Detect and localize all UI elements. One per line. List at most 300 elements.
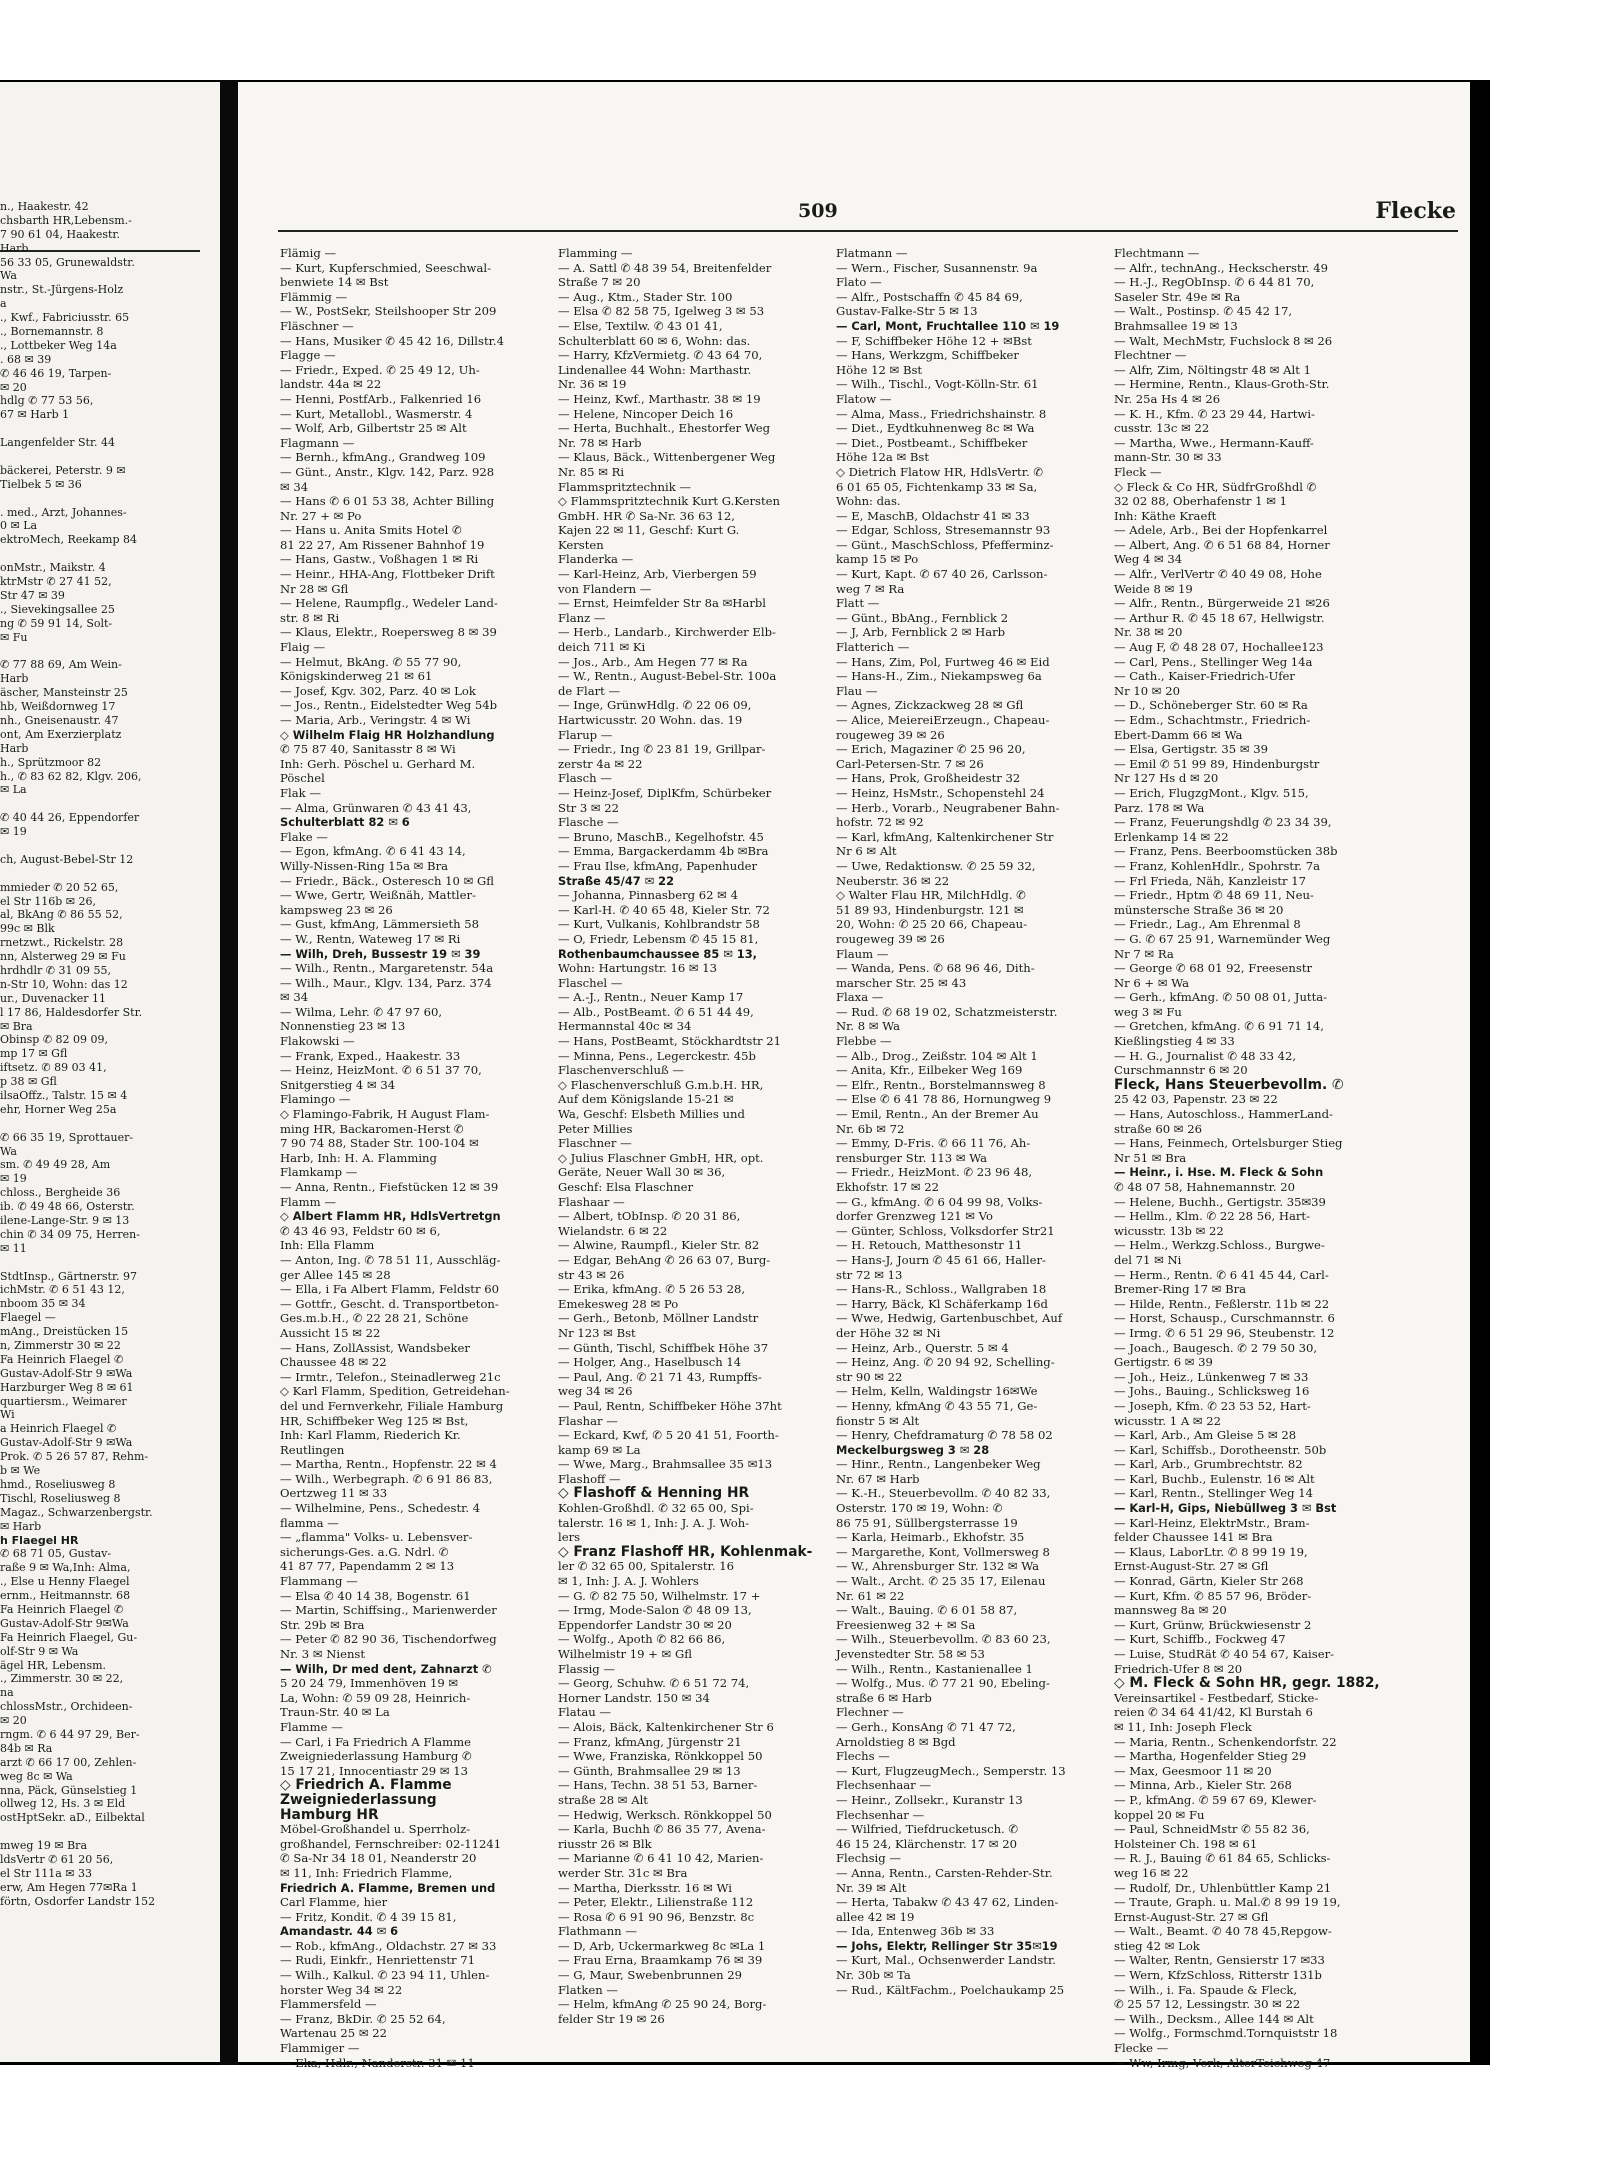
left-page-text [0,200,220,1909]
directory-entry-line: äscher, Mansteinstr 25 [0,686,128,700]
directory-entry-line: ✉ 11, Inh: Joseph Fleck [1114,1719,1252,1734]
directory-entry-line: — Franz, KohlenHdlr., Spohrstr. 7a [1114,858,1321,873]
directory-entry-line: — Irmtr., Telefon., Steinadlerweg 21c [280,1369,501,1384]
directory-entry-line: — Karl, Arb., Grumbrechtstr. 82 [1114,1457,1303,1472]
directory-entry-line: Höhe 12 ✉ Bst [836,362,923,377]
directory-entry-line: chlossMstr., Orchideen- [0,1700,133,1714]
directory-entry-line: — Hans, Techn. 38 51 53, Barner- [558,1778,758,1793]
directory-entry-line: — Herta, Tabakw ✆ 43 47 62, Linden- [836,1895,1059,1910]
directory-entry-line: Flaschenverschluß — [558,1063,684,1078]
directory-entry-line: ont, Am Exerzierplatz [0,727,122,741]
directory-entry-line: — Henni, PostfArb., Falkenried 16 [280,391,482,406]
directory-entry-line: Emekesweg 28 ✉ Po [558,1296,679,1311]
directory-entry-line: weg 16 ✉ 22 [1114,1865,1189,1880]
directory-entry-line: — Hans, Prok, Großheidestr 32 [836,771,1021,786]
directory-entry-line: Flak — [280,785,321,800]
directory-entry-line: — Alfr., Postschaffn ✆ 45 84 69, [836,289,1023,304]
directory-entry-line: — Holger, Ang., Haselbusch 14 [558,1355,742,1370]
directory-entry-line: ✆ Sa-Nr 34 18 01, Neanderstr 20 [280,1851,477,1866]
directory-entry-line: ◇ Franz Flashoff HR, Kohlenmak- [558,1543,813,1560]
directory-entry-line: na [0,1686,14,1700]
directory-entry-line: el Str 111a ✉ 33 [0,1866,92,1880]
directory-entry-line: — H.-J., RegObInsp. ✆ 6 44 81 70, [1114,275,1315,290]
directory-entry-line: rensburger Str. 113 ✉ Wa [836,1150,988,1165]
directory-entry-line: — Agnes, Zickzackweg 28 ✉ Gfl [836,698,1024,713]
directory-entry-line: — Henny, kfmAng ✆ 43 55 71, Ge- [836,1398,1038,1413]
directory-entry-line: — Gerh., KonsAng ✆ 71 47 72, [836,1719,1016,1734]
directory-entry-line: Flasch — [558,771,612,786]
directory-entry-line: — Diet., Eydtkuhnenweg 8c ✉ Wa [836,421,1035,436]
directory-entry-line: — Klaus, Elektr., Roepersweg 8 ✉ 39 [280,625,497,640]
directory-entry-line: mweg 19 ✉ Bra [0,1839,88,1853]
directory-entry-line: Nr 127 Hs d ✉ 20 [1114,771,1219,786]
directory-entry-line: — Karl, kfmAng, Kaltenkirchener Str [836,829,1054,844]
directory-entry-line: — Minna, Pens., Legerckestr. 45b [558,1048,756,1063]
directory-entry-line: ., Sievekingsallee 25 [0,602,115,616]
directory-entry-line: Nr. 36 ✉ 19 [558,377,627,392]
directory-entry-line: — Cath., Kaiser-Friedrich-Ufer [1114,669,1295,684]
column-2 [558,246,830,2026]
directory-entry-line: — Elsa ✆ 40 14 38, Bogenstr. 61 [280,1588,471,1603]
directory-entry-line: nboom 35 ✉ 34 [0,1297,86,1311]
directory-entry-line: str 72 ✉ 13 [836,1267,903,1282]
directory-entry-line: hb, Weißdornweg 17 [0,700,116,714]
directory-entry-line: Schulterblatt 60 ✉ 6, Wohn: das. [558,333,751,348]
directory-entry-line: Nr 51 ✉ Bra [1114,1150,1187,1165]
directory-entry-line: Wa [0,269,17,283]
directory-entry-line: 67 ✉ Harb 1 [0,408,70,422]
directory-entry-line: — Heinz, Kwf., Marthastr. 38 ✉ 19 [558,391,761,406]
directory-entry-line: ✉ 34 [280,990,309,1005]
directory-entry-line: rnetzwt., Rickelstr. 28 [0,936,124,950]
directory-entry-line: Peter Millies [558,1121,633,1136]
directory-entry-line: nh., Gneisenaustr. 47 [0,713,119,727]
directory-entry-line: — Karl, Arb., Am Gleise 5 ✉ 28 [1114,1428,1297,1443]
directory-entry-line: — Gottfr., Gescht. d. Transportbeton- [280,1296,499,1311]
directory-entry-line [0,797,220,811]
left-page-fragment [0,82,220,2062]
directory-entry-line [0,547,220,561]
directory-entry-line: — Luise, StudRät ✆ 40 54 67, Kaiser- [1114,1647,1335,1661]
directory-entry-line: Tischl, Roseliusweg 8 [0,1491,121,1505]
directory-entry-line: — Arthur R. ✆ 45 18 67, Hellwigstr. [1114,610,1325,625]
directory-entry-line: — Wwe, Marg., Brahmsallee 35 ✉13 [558,1457,773,1472]
directory-entry-line: — Hilde, Rentn., Feßlerstr. 11b ✉ 22 [1114,1296,1330,1311]
directory-entry-line: Wohn: Hartungstr. 16 ✉ 13 [558,961,718,976]
directory-entry-line: — Herta, Buchhalt., Ehestorfer Weg [558,421,771,436]
directory-entry-line: Flatow — [836,391,892,406]
directory-entry-line: ✆ 40 44 26, Eppendorfer [0,811,140,825]
directory-entry-line: Osterstr. 170 ✉ 19, Wohn: ✆ [836,1501,1003,1516]
directory-entry-line: förtn, Osdorfer Landstr 152 [0,1894,156,1908]
directory-entry-line: — Friedr., Lag., Am Ehrenmal 8 [1114,917,1301,932]
directory-entry-line: — Hermine, Rentn., Klaus-Groth-Str. [1114,377,1330,392]
directory-entry-line: p 38 ✉ Gfl [0,1075,57,1089]
directory-entry-line: Traun-Str. 40 ✉ La [280,1705,390,1720]
directory-entry-line: onMstr., Maikstr. 4 [0,561,106,575]
directory-entry-line: — Hans, Werkzgm, Schiffbeker [836,348,1019,363]
directory-entry-line: — Günth, Brahmsallee 29 ✉ 13 [558,1763,741,1778]
directory-entry-line: — Emil ✆ 51 99 89, Hindenburgstr [1114,756,1320,771]
directory-entry-line: — Hans-R., Schloss., Wallgraben 18 [836,1282,1047,1297]
directory-entry-line: Willy-Nissen-Ring 15a ✉ Bra [280,858,449,873]
directory-entry-line: Gustav-Adolf-Str 9 ✉Wa [0,1436,133,1450]
directory-entry-line: ., Zimmerstr. 30 ✉ 22, [0,1672,124,1686]
directory-entry-line: Kohlen-Großhdl. ✆ 32 65 00, Spi- [558,1501,754,1516]
directory-entry-line [0,839,220,853]
directory-entry-line: — Hans, Feinmech, Ortelsburger Stieg [1114,1136,1343,1151]
directory-entry-line: el Str 116b ✉ 26, [0,894,96,908]
directory-entry-line: str. 8 ✉ Ri [280,610,340,625]
directory-entry-line: ch, August-Bebel-Str 12 [0,852,134,866]
directory-entry-line: — Erich, Magaziner ✆ 25 96 20, [836,742,1026,757]
directory-entry-line: ., Else u Henny Flaegel [0,1575,130,1589]
directory-entry-line: Vereinsartikel - Festbedarf, Sticke- [1114,1690,1319,1705]
directory-entry-line: — Josef, Kgv. 302, Parz. 40 ✉ Lok [280,683,476,698]
directory-entry-line: ichMstr. ✆ 6 51 43 12, [0,1283,125,1297]
directory-entry-line: straße 28 ✉ Alt [558,1792,648,1807]
directory-entry-line: — Martin, Schiffsing., Marienwerder [280,1603,497,1618]
directory-entry-line: Freesienweg 32 + ✉ Sa [836,1617,976,1632]
directory-entry-line: Kießlingstieg 4 ✉ 33 [1114,1034,1235,1049]
directory-entry-line: Flatterich — [836,640,910,655]
directory-entry-line: von Flandern — [558,581,652,596]
directory-entry-line: Straße 45/47 ✉ 22 [558,873,675,888]
directory-entry-line: — Heinz, HsMstr., Schopenstehl 24 [836,785,1045,800]
directory-entry-line: Flakowski — [280,1034,355,1049]
directory-entry-line: — Wilh., Steuerbevollm. ✆ 83 60 23, [836,1632,1051,1647]
directory-entry-line: hofstr. 72 ✉ 92 [836,815,924,830]
directory-entry-line: — Alfr, Zim, Nöltingstr 48 ✉ Alt 1 [1114,362,1311,377]
directory-entry-line: sm. ✆ 49 49 28, Am [0,1158,111,1172]
directory-entry-line: — Jos., Rentn., Eidelstedter Weg 54b [280,698,498,713]
directory-entry-line: kampsweg 23 ✉ 26 [280,902,393,917]
directory-entry-line: ◇ Walter Flau HR, MilchHdlg. ✆ [836,888,1026,903]
directory-entry-line: — Hans, Zim, Pol, Furtweg 46 ✉ Eid [836,654,1050,669]
directory-entry-line: Prok. ✆ 5 26 57 87, Rehm- [0,1450,149,1464]
directory-entry-line: Saseler Str. 49e ✉ Ra [1114,289,1241,304]
directory-entry-line: flamma — [280,1515,339,1530]
directory-entry-line: Chaussee 48 ✉ 22 [280,1355,387,1370]
directory-entry-line: Weide 8 ✉ 19 [1114,581,1193,596]
directory-entry-line: — Wanda, Pens. ✆ 68 96 46, Dith- [836,961,1035,976]
directory-entry-line: — Franz, Feuerungshdlg ✆ 23 34 39, [1114,815,1332,830]
directory-entry-line: — G. ✆ 82 75 50, Wilhelmstr. 17 + [558,1588,761,1603]
directory-entry-line: n, Zimmerstr 30 ✉ 22 [0,1339,121,1353]
directory-entry-line: Horner Landstr. 150 ✉ 34 [558,1690,710,1705]
directory-entry-line: — Günth, Tischl, Schiffbek Höhe 37 [558,1340,769,1355]
directory-entry-line: Wi [0,1408,15,1422]
directory-entry-line: Hartwicusstr. 20 Wohn. das. 19 [558,713,743,727]
directory-entry-line: Str. 29b ✉ Bra [280,1617,365,1632]
directory-entry-line: Flammspritztechnik — [558,479,691,494]
directory-entry-line: Brahmsallee 19 ✉ 13 [1114,318,1238,333]
directory-entry-line: — Karl, Rentn., Stellinger Weg 14 [1114,1486,1313,1501]
directory-entry-line: ✉ Fu [0,630,28,644]
directory-entry-line: — Wilh, Dreh, Bussestr 19 ✉ 39 [280,946,481,961]
directory-entry-line: n., Haakestr. 42 [0,200,89,213]
directory-entry-line: Nr. 78 ✉ Harb [558,435,642,450]
directory-entry-line: chsbarth HR,Lebensm.- [0,213,132,227]
directory-entry-line: 51 89 93, Hindenburgstr. 121 ✉ [836,902,1024,917]
directory-entry-line: Nr. 27 + ✉ Po [280,508,362,523]
directory-entry-line: Nr. 67 ✉ Harb [836,1471,920,1486]
directory-entry-line: — Kurt, Kupferschmied, Seeschwal- [280,260,492,275]
directory-entry-line: Flatmann — [836,246,908,260]
directory-entry-line: — W., PostSekr, Steilshooper Str 209 [280,304,497,319]
directory-entry-line: Erlenkamp 14 ✉ 22 [1114,829,1229,844]
directory-entry-line: Flechsig — [836,1851,901,1866]
directory-entry-line: quartiersm., Weimarer [0,1394,127,1408]
directory-entry-line: — Friedr., Ing ✆ 23 81 19, Grillpar- [558,742,766,757]
directory-entry-line: Flechs — [836,1749,890,1764]
directory-entry-line: Nr 123 ✉ Bst [558,1325,636,1340]
directory-entry-line: — Peter, Elektr., Lilienstraße 112 [558,1895,754,1910]
directory-entry-line: Flechsenhar — [836,1807,925,1822]
directory-entry-line: — Herb., Landarb., Kirchwerder Elb- [558,625,776,640]
directory-entry-line: — Ernst, Heimfelder Str 8a ✉Harbl [558,596,766,611]
directory-entry-line: — Wilh., Werbegraph. ✆ 6 91 86 83, [280,1471,493,1486]
directory-entry-line: — Alfr., technAng., Heckscherstr. 49 [1114,260,1329,275]
directory-entry-line: — Wilh., Tischl., Vogt-Kölln-Str. 61 [836,377,1039,392]
directory-entry-line: mAng., Dreistücken 15 [0,1325,129,1339]
directory-entry-line: Flamming — [558,246,633,260]
directory-entry-line: — Hinr., Rentn., Langenbeker Weg [836,1457,1041,1472]
directory-entry-line: Ernst-August-Str. 27 ✉ Gfl [1114,1909,1269,1924]
directory-entry-line: — Hans-J, Journ ✆ 45 61 66, Haller- [836,1252,1046,1267]
directory-entry-line: HR, Schiffbeker Weg 125 ✉ Bst, [280,1413,469,1428]
directory-entry-line: ✉ 1, Inh: J. A. J. Wohlers [558,1574,699,1589]
directory-entry-line: ehr, Horner Weg 25a [0,1102,117,1116]
directory-entry-line: ler ✆ 32 65 00, Spitalerstr. 16 [558,1559,734,1574]
directory-entry-line: raße 9 ✉ Wa,Inh: Alma, [0,1561,131,1575]
directory-entry-line: ollweg 12, Hs. 3 ✉ Eld [0,1797,126,1811]
directory-entry-line: straße 60 ✉ 26 [1114,1121,1202,1136]
directory-entry-line: Wa [0,1144,17,1158]
directory-entry-line: — Eckard, Kwf, ✆ 5 20 41 51, Foorth- [558,1428,779,1443]
directory-entry-line: Nr. 38 ✉ 20 [1114,625,1183,640]
running-head: Flecke [1375,198,1456,224]
directory-entry-line: — Alice, MeiereiErzeugn., Chapeau- [836,713,1050,727]
directory-entry-line: horster Weg 34 ✉ 22 [280,1982,403,1997]
directory-entry-line: ◇ Flaschenverschluß G.m.b.H. HR, [558,1077,764,1092]
directory-entry-line: — A. Sattl ✆ 48 39 54, Breitenfelder [558,260,772,275]
directory-entry-line: — Walt., Bauing. ✆ 6 01 58 87, [836,1603,1018,1618]
directory-entry-line: weg 7 ✉ Ra [836,581,905,596]
directory-entry-line: felder Str 19 ✉ 26 [558,2011,665,2026]
directory-entry-line: ◇ Julius Flaschner GmbH, HR, opt. [558,1150,764,1165]
directory-entry-line: — Anton, Ing. ✆ 78 51 11, Ausschläg- [280,1252,501,1267]
directory-entry-line: — Ella, i Fa Albert Flamm, Feldstr 60 [280,1282,499,1297]
directory-entry-line: Wielandstr. 6 ✉ 22 [558,1223,668,1238]
directory-entry-line: rngm. ✆ 6 44 97 29, Ber- [0,1727,140,1741]
directory-entry-line: Meckelburgsweg 3 ✉ 28 [836,1442,990,1457]
directory-entry-line: La, Wohn: ✆ 59 09 28, Heinrich- [280,1690,471,1705]
directory-entry-line: werder Str. 31c ✉ Bra [558,1865,688,1880]
directory-entry-line: Flaschner — [558,1136,632,1151]
directory-entry-line: 5 20 24 79, Immenhöven 19 ✉ [280,1676,459,1691]
directory-entry-line: ilsaOffz., Talstr. 15 ✉ 4 [0,1089,128,1102]
directory-entry-line: — Helm., Werkzg.Schloss., Burgwe- [1114,1238,1325,1253]
directory-entry-line: — Carl, Mont, Fruchtallee 110 ✉ 19 [836,318,1060,333]
directory-entry-line: ming HR, Backaromen-Herst ✆ [280,1121,464,1136]
directory-entry-line: Flau — [836,683,878,698]
directory-entry-line: — Wolfg., Mus. ✆ 77 21 90, Ebeling- [836,1676,1050,1691]
directory-entry-line: — Alma, Mass., Friedrichshainstr. 8 [836,406,1047,421]
directory-entry-line: Arnoldstieg 8 ✉ Bgd [836,1734,956,1749]
directory-entry-line [0,1117,220,1131]
directory-entry-line: münstersche Straße 36 ✉ 20 [1114,902,1284,917]
directory-entry-line: — Alfr., Rentn., Bürgerweide 21 ✉26 [1114,596,1330,611]
directory-entry-line: Flagge — [280,348,336,363]
directory-entry-line: — D, Arb, Uckermarkweg 8c ✉La 1 [558,1938,766,1953]
directory-entry-line: Straße 7 ✉ 20 [558,275,641,290]
directory-entry-line: ✉ Harb [0,1519,42,1533]
directory-entry-line: — Karl-Heinz, ElektrMstr., Bram- [1114,1515,1310,1530]
directory-entry-line: StdtInsp., Gärtnerstr. 97 [0,1269,138,1283]
directory-entry-line: ✉ La [0,783,27,797]
directory-entry-line: — Wilh., Rentn., Margaretenstr. 54a [280,961,494,976]
directory-entry-line: Nr. 25a Hs 4 ✉ 26 [1114,391,1221,406]
directory-entry-line: ilene-Lange-Str. 9 ✉ 13 [0,1214,130,1228]
directory-entry-line: — Gust, kfmAng, Lämmersieth 58 [280,917,480,932]
directory-entry-line: Flaum — [836,946,889,961]
directory-entry-line: — Hedwig, Werksch. Rönkkoppel 50 [558,1807,772,1822]
directory-entry-line: — Edgar, Schloss, Stresemannstr 93 [836,523,1051,538]
directory-entry-line: Wilhelmistr 19 + ✉ Gfl [558,1647,692,1661]
directory-entry-line: Flake — [280,829,328,844]
directory-entry-line: ib. ✆ 49 48 66, Osterstr. [0,1200,135,1214]
directory-entry-line: — Wilh., Kalkul. ✆ 23 94 11, Uhlen- [280,1968,490,1983]
directory-entry-line: Harb [0,741,29,755]
directory-entry-line: — Heinz, HeizMont. ✆ 6 51 37 70, [280,1063,482,1078]
directory-entry-line: ., Kwf., Fabriciusstr. 65 [0,311,130,325]
directory-entry-line: Zweigniederlassung Hamburg ✆ [280,1749,472,1764]
directory-entry-line: Fleck, Hans Steuerbevollm. ✆ [1114,1076,1344,1093]
directory-entry-line: nna, Päck, Günselstieg 1 [0,1783,138,1797]
directory-entry-line: Harb [0,672,29,686]
directory-entry-line: — G., kfmAng. ✆ 6 04 99 98, Volks- [836,1194,1043,1209]
directory-entry-line: 41 87 77, Papendamm 2 ✉ 13 [280,1559,455,1574]
directory-entry-line: Flatau — [558,1705,611,1720]
directory-entry-line: Flamm — [280,1194,336,1209]
directory-entry-line: koppel 20 ✉ Fu [1114,1807,1205,1822]
directory-entry-line: — Kurt, Schiffb., Fockweg 47 [1114,1632,1286,1647]
directory-entry-line: mp 17 ✉ Gfl [0,1047,68,1061]
directory-entry-line: Aussicht 15 ✉ 22 [280,1325,381,1340]
directory-entry-line: hrdhdlr ✆ 31 09 55, [0,963,111,977]
directory-entry-line: Fa Heinrich Flaegel ✆ [0,1602,124,1616]
directory-entry-line: fionstr 5 ✉ Alt [836,1413,920,1428]
directory-entry-line: Königskinderweg 21 ✉ 61 [280,669,433,684]
directory-entry-line: — Frau Ilse, kfmAng, Papenhuder [558,858,758,873]
directory-entry-line: ✉ 20 [0,1714,27,1728]
directory-entry-line: ✉ Bra [0,1019,33,1033]
directory-entry-line: — Johs, Elektr, Rellinger Str 35✉19 [836,1938,1058,1953]
directory-entry-line: iftsetz. ✆ 89 03 41, [0,1061,107,1075]
directory-entry-line: — Alfr., VerlVertr ✆ 40 49 08, Hohe [1114,567,1322,582]
directory-entry-line: Möbel-Großhandel u. Sperrholz- [280,1822,471,1837]
directory-entry-line: wicusstr. 13b ✉ 22 [1114,1223,1224,1238]
directory-entry-line: — Franz, kfmAng, Jürgenstr 21 [558,1734,742,1749]
directory-entry-line: Flathmann — [558,1924,637,1939]
directory-entry-line: — Helene, Raumpflg., Wedeler Land- [280,596,498,611]
directory-entry-line: Hamburg HR [280,1806,379,1823]
directory-entry-line: ◇ Wilhelm Flaig HR Holzhandlung [280,727,495,742]
directory-entry-line: — Paul, Ang. ✆ 21 71 43, Rumpffs- [558,1369,762,1384]
column-4 [1114,246,1414,2070]
directory-entry-line: — Martha, Dierksstr. 16 ✉ Wi [558,1880,732,1895]
directory-entry-line: — Karl-Heinz, Arb, Vierbergen 59 [558,567,757,582]
directory-entry-line: Flechtmann — [1114,246,1200,260]
directory-entry-line: Bremer-Ring 17 ✉ Bra [1114,1282,1247,1297]
directory-entry-line: Nr 7 ✉ Ra [1114,946,1174,961]
directory-entry-line: allee 42 ✉ 19 [836,1909,915,1924]
directory-entry-line: — Jos., Arb., Am Hegen 77 ✉ Ra [558,654,748,669]
directory-entry-line: h., ✆ 83 62 82, Klgv. 206, [0,769,142,783]
directory-entry-line: — Uwe, Redaktionsw. ✆ 25 59 32, [836,858,1036,873]
directory-page [238,82,1470,2070]
directory-entry-line: Parz. 178 ✉ Wa [1114,800,1205,815]
directory-entry-line: Nr. 61 ✉ 22 [836,1588,905,1603]
directory-entry-line: — Friedr., HeizMont. ✆ 23 96 48, [836,1165,1033,1180]
directory-entry-line: — Edgar, BehAng ✆ 26 63 07, Burg- [558,1252,771,1267]
directory-entry-line: — Horst, Schausp., Curschmannstr. 6 [1114,1311,1335,1326]
directory-entry-line: — Wilfried, Tiefdrucketusch. ✆ [836,1822,1019,1837]
directory-entry-line: — Helm, Kelln, Waldingstr 16✉We [836,1384,1038,1399]
directory-entry-line: — Franz, Pens. Beerboomstücken 38b [1114,844,1338,859]
directory-entry-line: Reutlingen [280,1442,345,1457]
directory-entry-line: — Herb., Vorarb., Neugrabener Bahn- [836,800,1060,815]
directory-entry-line: — Max, Geesmoor 11 ✉ 20 [1114,1763,1272,1778]
directory-entry-line: Jevenstedter Str. 58 ✉ 53 [836,1647,985,1661]
directory-entry-line: 15 17 21, Innocentiastr 29 ✉ 13 [280,1763,469,1778]
directory-entry-line: — Frank, Exped., Haakestr. 33 [280,1048,461,1063]
directory-entry-line: — Alois, Bäck, Kaltenkirchener Str 6 [558,1719,774,1734]
directory-entry-line: — Heinr., i. Hse. M. Fleck & Sohn [1114,1165,1324,1180]
directory-entry-line: — Karl-H, Gips, Niebüllweg 3 ✉ Bst [1114,1501,1337,1516]
directory-entry-line: — Kurt, Vulkanis, Kohlbrandstr 58 [558,917,760,932]
directory-entry-line: — Albert, tObInsp. ✆ 20 31 86, [558,1209,741,1224]
directory-entry-line: — K.-H., Steuerbevollm. ✆ 40 82 33, [836,1486,1051,1501]
directory-entry-line: Flaegel — [0,1311,56,1325]
directory-entry-line: Nr. 85 ✉ Ri [558,464,625,479]
directory-entry-line: — Elfr., Rentn., Borstelmannsweg 8 [836,1077,1046,1092]
directory-entry-line: — Hans, Autoschloss., HammerLand- [1114,1107,1333,1122]
directory-entry-line: zerstr 4a ✉ 22 [558,756,643,771]
directory-entry-line: — Rudi, Einkfr., Henriettenstr 71 [280,1953,476,1968]
directory-entry-line: — Martha, Hogenfelder Stieg 29 [1114,1749,1307,1764]
directory-entry-line: — Aug F, ✆ 48 28 07, Hochallee123 [1114,640,1324,655]
directory-entry-line: — Joh., Heiz., Lünkenweg 7 ✉ 33 [1114,1369,1309,1384]
directory-entry-line: Auf dem Königslande 15-21 ✉ [558,1092,734,1107]
directory-entry-line: großhandel, Fernschreiber: 02-11241 [280,1836,502,1851]
directory-entry-line: — Erika, kfmAng. ✆ 5 26 53 28, [558,1282,746,1297]
directory-entry-line: ✆ 43 46 93, Feldstr 60 ✉ 6, [280,1223,441,1238]
directory-entry-line: sicherungs-Ges. a.G. Ndrl. ✆ [280,1544,449,1559]
directory-entry-line: chin ✆ 34 09 75, Herren- [0,1227,140,1241]
directory-entry-line: — H. G., Journalist ✆ 48 33 42, [1114,1048,1297,1063]
directory-entry-line: — Rosa ✆ 6 91 90 96, Benzstr. 8c [558,1909,755,1924]
directory-entry-line: Nr. 8 ✉ Wa [836,1019,901,1034]
directory-entry-line: Zweigniederlassung [280,1791,437,1808]
directory-entry-line: — Gretchen, kfmAng. ✆ 6 91 71 14, [1114,1019,1324,1034]
directory-entry-line: — Hans-H., Zim., Niekampsweg 6a [836,669,1042,684]
directory-entry-line [0,450,220,464]
directory-entry-line: Obinsp ✆ 82 09 09, [0,1033,109,1047]
directory-entry-line: — W., Rentn., August-Bebel-Str. 100a [558,669,777,684]
directory-entry-line: Friedrich A. Flamme, Bremen und [280,1880,496,1895]
